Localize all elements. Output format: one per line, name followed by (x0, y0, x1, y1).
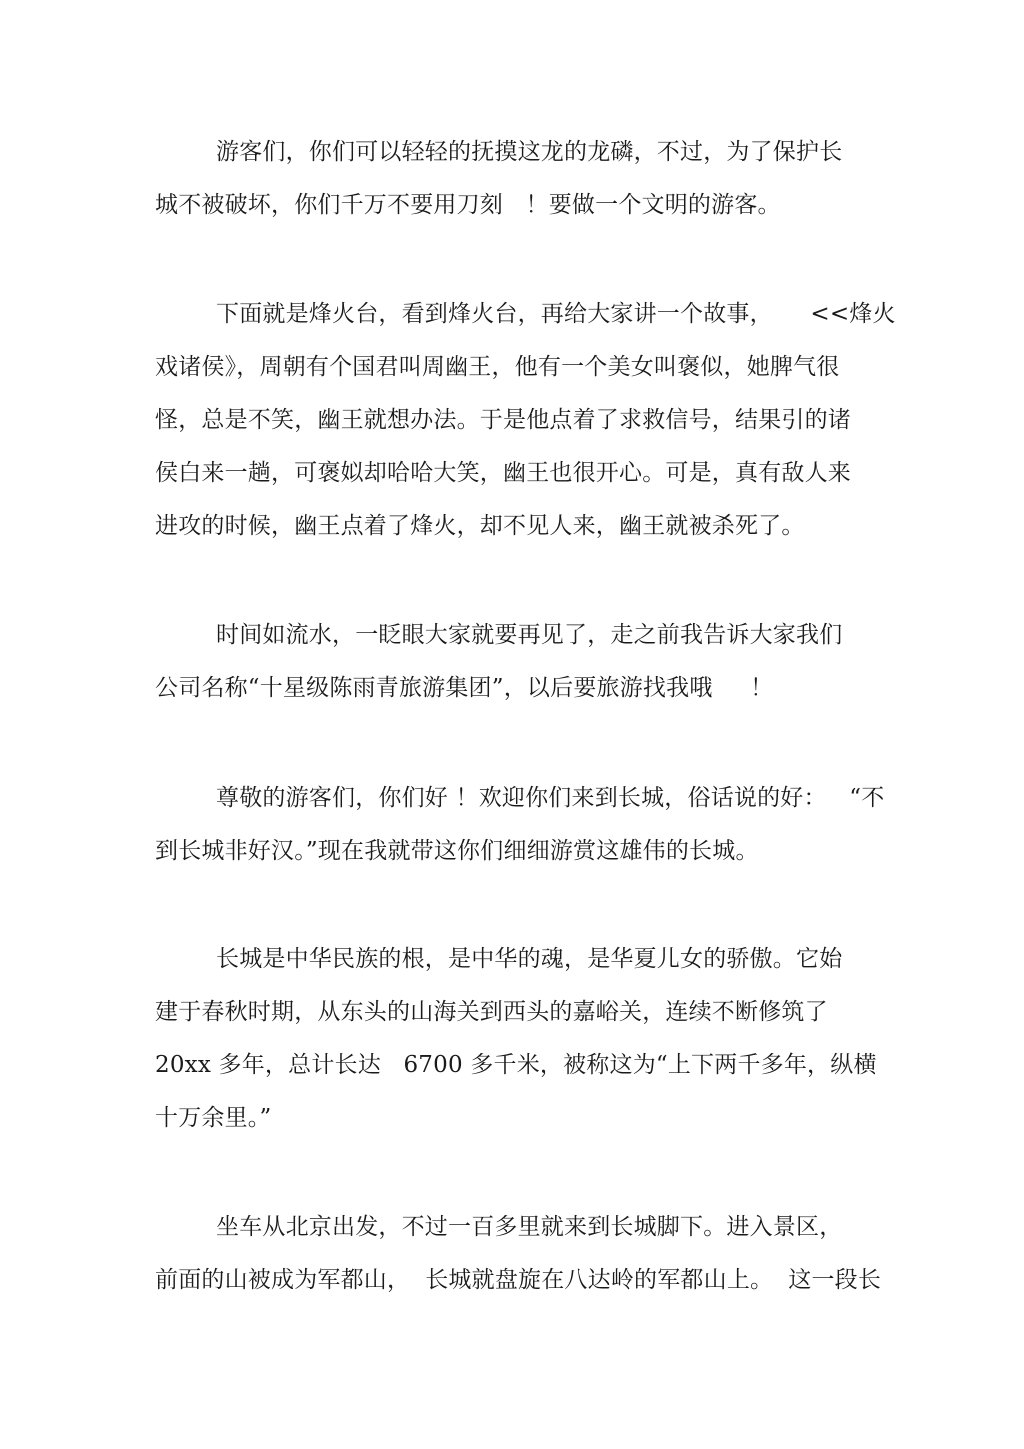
text-line: 侯白来一趟，可褒姒却哈哈大笑，幽王也很开心。可是，真有敌人来 (155, 460, 851, 486)
text-line: 20xx 多年，总计长达 6700 多千米，被称这为“上下两千多年，纵横 (155, 1052, 877, 1078)
text-line: 游客们，你们可以轻轻的抚摸这龙的龙磷，不过，为了保护长 (216, 139, 843, 165)
text-line: 公司名称“十星级陈雨青旅游集团”，以后要旅游找我哦 ！ (155, 675, 774, 701)
text-line: 进攻的时候，幽王点着了烽火，却不见人来，幽王就被杀死了。 (155, 513, 805, 539)
text-line: 戏诸侯》，周朝有个国君叫周幽王，他有一个美女叫褒似，她脾气很 (155, 354, 840, 380)
text-line: 建于春秋时期，从东头的山海关到西头的嘉峪关，连续不断修筑了 (155, 999, 828, 1025)
text-line: 城不被破坏，你们千万不要用刀刻 ！要做一个文明的游客。 (155, 192, 781, 218)
text-line: 时间如流水，一眨眼大家就要再见了，走之前我告诉大家我们 (216, 622, 843, 648)
paragraph-welcome (155, 772, 885, 878)
text-line: 长城是中华民族的根，是中华的魂，是华夏儿女的骄傲。它始 (216, 946, 843, 972)
paragraph-badaling (155, 1201, 882, 1307)
text-line: 十万余里。” (155, 1105, 272, 1131)
text-line: 前面的山被成为军都山， 长城就盘旋在八达岭的军都山上。 这一段长 (155, 1267, 882, 1293)
paragraph-farewell (155, 609, 875, 715)
text-line: 下面就是烽火台，看到烽火台，再给大家讲一个故事， <<烽火 (216, 301, 896, 327)
text-line: 到长城非好汉。”现在我就带这你们细细游赏这雄伟的长城。 (155, 838, 759, 864)
paragraph-dragon-scales (155, 126, 875, 232)
text-line: 坐车从北京出发，不过一百多里就来到长城脚下。进入景区， (216, 1214, 843, 1240)
paragraph-great-wall-history (155, 933, 875, 1145)
paragraph-beacon-tower (155, 288, 896, 553)
text-line: 尊敬的游客们，你们好 ！欢迎你们来到长城，俗话说的好： “不 (216, 785, 885, 811)
text-line: 怪，总是不笑，幽王就想办法。于是他点着了求救信号，结果引的诸 (155, 407, 851, 433)
